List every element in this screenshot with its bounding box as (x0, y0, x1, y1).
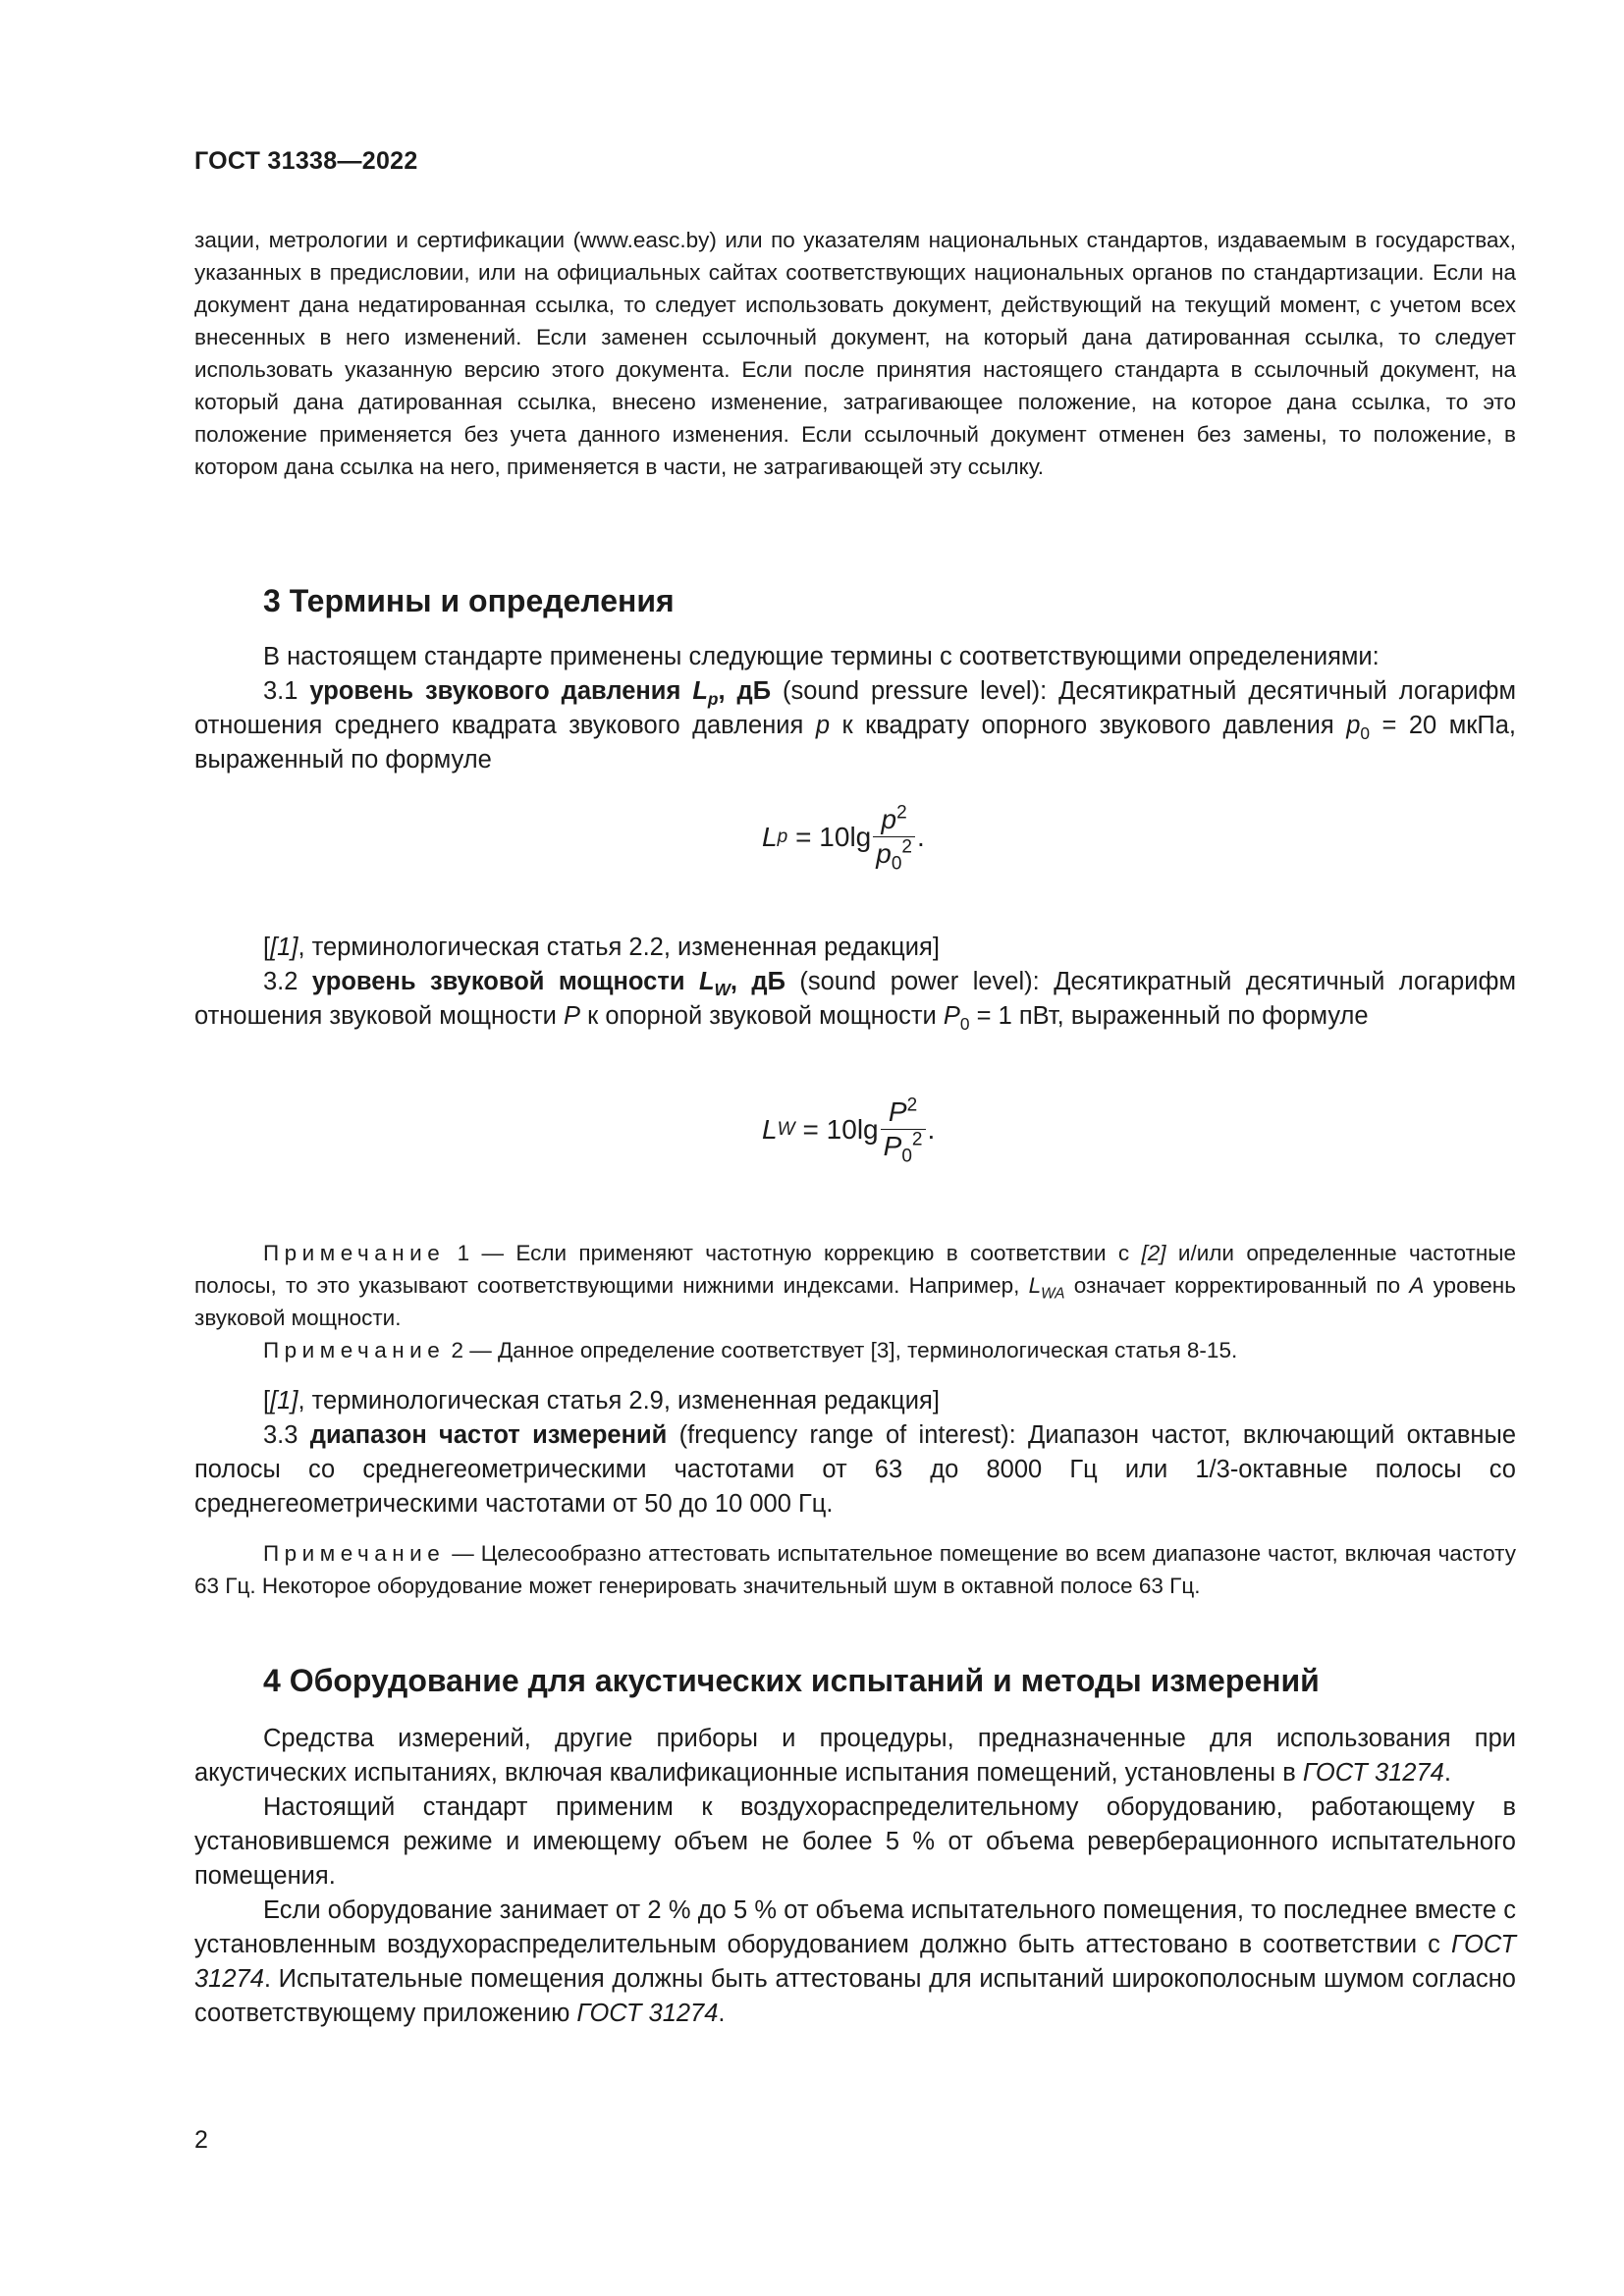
section-4-p3-ref-1: ГОСТ 31274 (194, 1931, 1516, 1993)
formula-1-den-sup: 2 (901, 836, 913, 858)
term-3-2-source (194, 1384, 1516, 1418)
note-1-number: 1 — (457, 1241, 504, 1265)
formula-1-eq: = 10lg (795, 821, 872, 852)
section-4-paragraph-2: Настоящий стандарт применим к воздухораспределительному оборудованию, работающему в установившемся режиме и имеющему объем не более 5 % от объема реверберационного испытательного помещения. (194, 1793, 1516, 1890)
term-3-1-symbol: L (692, 677, 708, 705)
formula-1-num: p (881, 804, 897, 834)
term-3-1-unit: , дБ (718, 677, 772, 705)
note-1-label: Примечание (263, 1241, 446, 1265)
term-3-2-symbol-sub: W (714, 980, 731, 1000)
intro-paragraph: зации, метрологии и сертификации (www.easc.by) или по указателям национальных стандартов, издаваемым в государствах, указанных в предисловии, или на официальных сайтах соответствующих национальных органов по стандартизации. Если на документ дана недатированная ссылка, то следует использовать документ, действующий на текущий момент, с учетом всех внесенных в него изменений. Если заменен ссылочный документ, на который дана датированная ссылка, то следует использовать указанную версию этого документа. Если после принятия настоящего стандарта в ссылочный документ, на который дана датированная ссылка, внесено изменение, затрагивающее положение, на которое дана ссылка, то это положение применяется без учета данного изменения. Если ссылочный документ отменен без замены, то положение, в котором дана ссылка на него, применяется в части, не затрагивающей эту ссылку. (194, 228, 1516, 479)
term-3-1-def-a: Десятикратный десятичный логарифм отношения среднего квадрата звукового давления (194, 677, 1516, 739)
term-3-2-english: (sound power level): (799, 968, 1040, 995)
term-3-3-term: диапазон частот измерений (309, 1421, 668, 1449)
term-3-1-var-p: p (815, 712, 831, 739)
term-3-3 (194, 1418, 1516, 1522)
note-1-text-a: Если применяют частотную коррекцию в соответствии с (515, 1241, 1130, 1265)
term-3-1-def-b: к квадрату опорного звукового давления (841, 712, 1334, 739)
formula-2-num-sup: 2 (906, 1095, 918, 1116)
term-3-2-var-P0: P (943, 1002, 960, 1030)
term-3-1-number: 3.1 (263, 677, 298, 705)
term-3-2-source-block (194, 1384, 1516, 1522)
term-3-1-source-block (194, 931, 1516, 1034)
term-3-2-var-P: P (563, 1002, 580, 1030)
term-3-3-def: Диапазон частот, включающий октавные полосы со среднегеометрическими частотами от 63 до 8000 Гц или 1/3-октавные полосы со среднегеометрическими частотами от 50 до 10 000 Гц. (194, 1421, 1517, 1518)
formula-1-fraction (873, 802, 915, 875)
term-3-1-symbol-sub: p (707, 689, 719, 710)
formula-2-den: P (883, 1131, 902, 1161)
intro-paragraph-block (194, 224, 1516, 483)
note-2-label: Примечание (263, 1338, 446, 1362)
formula-1-end: . (917, 821, 925, 852)
term-3-3-note-label: Примечание (263, 1541, 446, 1566)
section-4-paragraph-1 (194, 1722, 1516, 1790)
term-3-3-note-block (194, 1537, 1516, 1602)
section-3-lead: В настоящем стандарте применены следующие термины с соответствующими определениями: (263, 643, 1380, 670)
formula-2-eq: = 10lg (802, 1113, 879, 1145)
term-3-3-note-text: — Целесообразно аттестовать испытательное помещение во всем диапазоне частот, включая частоту 63 Гц. Некоторое оборудование может генерировать значительный шум в октавной полосе 63 Гц. (194, 1541, 1516, 1598)
note-1-text-b: и/или определенные частотные полосы, то это указывают соответствующими нижними индексами. Например, (194, 1241, 1516, 1298)
running-header: ГОСТ 31338—2022 (194, 147, 418, 175)
term-3-2-unit: , дБ (730, 968, 785, 995)
section-4-p3-end: . (718, 2000, 726, 2027)
formula-1-den: p (876, 838, 892, 869)
term-3-2-var-P0-sub: 0 (959, 1014, 970, 1035)
formula-2-lhs: L (762, 1113, 778, 1145)
term-3-1 (194, 674, 1516, 777)
formula-2-num: P (888, 1096, 907, 1127)
term-3-2-symbol: L (698, 968, 715, 995)
term-3-2-def-a: Десятикратный десятичный логарифм отношения звуковой мощности (194, 968, 1516, 1030)
term-3-2-note-2 (194, 1334, 1516, 1366)
term-3-3-note (194, 1537, 1516, 1602)
page-number: 2 (194, 2126, 208, 2154)
term-3-2-def-b: к опорной звуковой мощности (587, 1002, 937, 1030)
section-4-p3-text-b: . Испытательные помещения должны быть аттестованы для испытаний широкополосным шумом согласно соответствующему приложению (194, 1965, 1516, 2027)
section-4-p1-text: Средства измерений, другие приборы и процедуры, предназначенные для использования при акустических испытаниях, включая квалификационные испытания помещений, установлены в (194, 1725, 1516, 1787)
term-3-2-def-c: = 1 пВт, выраженный по формуле (976, 1002, 1369, 1030)
term-3-1-term: уровень звукового давления (309, 677, 681, 705)
term-3-1-var-p0: p (1346, 712, 1361, 739)
section-4-paragraph-3 (194, 1894, 1516, 2031)
section-3-title: 3 Термины и определения (263, 583, 675, 618)
formula-2-den-sup: 2 (911, 1129, 923, 1150)
formula-1-lhs: L (762, 821, 778, 852)
formula-1-num-sup: 2 (896, 802, 907, 824)
term-3-3-number: 3.3 (263, 1421, 298, 1449)
section-4-title: 4 Оборудование для акустических испытаний и методы измерений (263, 1663, 1320, 1698)
term-3-1-source-open: [ (263, 934, 271, 961)
term-3-2-source-open: [ (263, 1387, 271, 1415)
section-4-p3-text-a: Если оборудование занимает от 2 % до 5 % от объема испытательного помещения, то последнее вместе с установленным воздухораспределительным оборудованием должно быть аттестовано в соответствии с (194, 1896, 1516, 1958)
formula-sound-power-level (762, 1095, 936, 1167)
formula-1-den-sub: 0 (891, 853, 902, 875)
term-3-2-source-rest: , терминологическая статья 2.9, измененная редакция] (298, 1387, 940, 1415)
term-3-1-english: (sound pressure level): (783, 677, 1048, 705)
formula-sound-pressure-level (762, 802, 925, 875)
section-4-body (194, 1722, 1516, 2031)
term-3-1-source (194, 931, 1516, 965)
term-3-2-term: уровень звуковой мощности (311, 968, 685, 995)
term-3-1-source-ref: [1] (270, 934, 298, 961)
term-3-2-note-1 (194, 1237, 1516, 1334)
section-4-p3-ref-2: ГОСТ 31274 (576, 2000, 719, 2027)
formula-2-fraction (881, 1095, 926, 1167)
term-3-1-var-p0-sub: 0 (1360, 723, 1371, 744)
term-3-1-source-rest: , терминологическая статья 2.2, измененная редакция] (298, 934, 940, 961)
term-3-2-source-ref: [1] (270, 1387, 298, 1415)
term-3-2-number: 3.2 (263, 968, 298, 995)
term-3-1-def-c: = 20 мкПа, выраженный по формуле (194, 712, 1516, 774)
note-2-text: 2 — Данное определение соответствует [3], терминологическая статья 8-15. (451, 1338, 1238, 1362)
formula-2-lhs-sub: W (777, 1118, 795, 1140)
formula-2-den-sub: 0 (901, 1146, 912, 1167)
note-1-A: A (1409, 1273, 1425, 1298)
section-4-p1-ref: ГОСТ 31274 (1302, 1759, 1444, 1787)
term-3-3-english: (frequency range of interest): (678, 1421, 1016, 1449)
term-3-2-notes (194, 1237, 1516, 1366)
formula-1-lhs-sub: p (777, 826, 788, 847)
note-1-text-c: означает корректированный по (1073, 1273, 1401, 1298)
note-1-symbol: L (1028, 1273, 1042, 1298)
section-3-body (194, 640, 1516, 777)
formula-2-end: . (927, 1113, 936, 1145)
note-1-symbol-sub: WA (1041, 1285, 1065, 1303)
note-1-ref: [2] (1141, 1241, 1166, 1265)
section-4-p1-end: . (1443, 1759, 1451, 1787)
note-1-text-d: уровень звуковой мощности. (194, 1273, 1516, 1330)
term-3-2 (194, 965, 1516, 1034)
